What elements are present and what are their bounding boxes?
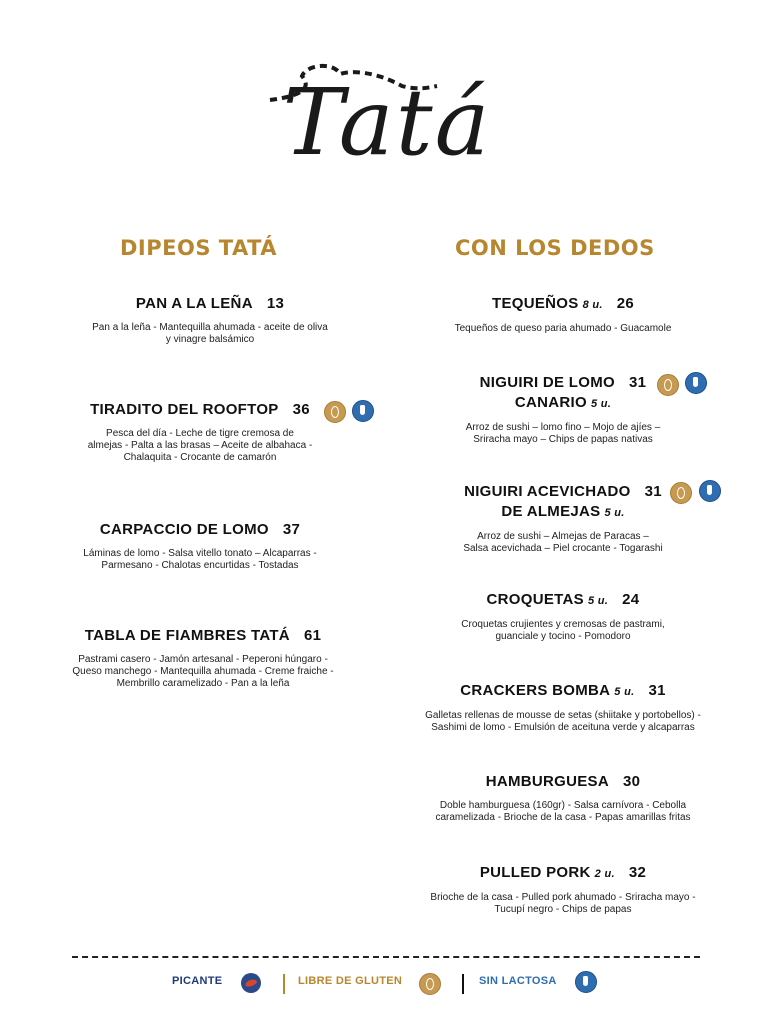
legend-separator [283, 974, 285, 994]
item-price: 32 [628, 864, 647, 881]
item-desc-line: Doble hamburguesa (160gr) - Salsa carnívora - Cebolla [439, 800, 687, 811]
item-qty: 5 u. [587, 595, 609, 607]
item-price: 24 [622, 591, 640, 608]
dashed-divider [72, 956, 700, 958]
item-name: TABLA DE FIAMBRES TATÁ [84, 627, 290, 644]
item-price: 61 [303, 627, 322, 644]
item-desc-line: guanciale y tocino - Pomodoro [495, 631, 631, 642]
item-desc-line: Pan a la leña - Mantequilla ahumada - aceite de oliva [92, 322, 328, 333]
menu-item [403, 681, 723, 734]
menu-item [50, 626, 356, 690]
item-name: PAN A LA LEÑA [135, 295, 253, 312]
item-desc-line: Pesca del día - Leche de tigre cremosa de [106, 428, 294, 439]
lactose-free-icon [352, 400, 374, 422]
item-desc-line: y vinagre balsámico [165, 334, 255, 345]
item-desc-line: Sashimi de lomo - Emulsión de aceituna verde y alcaparras [431, 722, 695, 733]
left-column-title: DIPEOS TATÁ [120, 236, 278, 260]
logo-text: Tatá [282, 69, 492, 176]
item-price: 31 [629, 374, 647, 391]
lactose-free-icon [699, 480, 721, 502]
item-qty: 8 u. [582, 299, 603, 311]
item-desc-line: Arroz de sushi – Almejas de Paracas – [477, 531, 649, 542]
gluten-free-icon [324, 401, 346, 423]
item-name: CROQUETAS [486, 591, 584, 608]
item-price: 36 [292, 401, 310, 418]
menu-item [408, 863, 718, 916]
item-qty: 5 u. [590, 398, 612, 410]
menu-item [60, 294, 360, 346]
item-desc-line: Tequeños de queso paria ahumado - Guacamole [454, 323, 672, 334]
item-price: 13 [266, 295, 285, 312]
tata-logo [262, 58, 512, 188]
item-desc-line: Arroz de sushi – lomo fino – Mojo de ajíes – [465, 422, 661, 433]
item-desc-line: Sriracha mayo – Chips de papas nativas [473, 434, 653, 445]
item-name: NIGUIRI DE LOMO [479, 374, 616, 391]
item-desc-line: Croquetas crujientes y cremosas de pastrami, [461, 619, 665, 630]
item-name: TIRADITO DEL ROOFTOP [90, 401, 279, 418]
gluten-free-icon [670, 482, 692, 504]
item-desc-line: Chalaquita - Crocante de camarón [123, 452, 277, 463]
lactose-free-icon [575, 971, 597, 993]
item-name: TEQUEÑOS [491, 295, 579, 312]
item-price: 37 [282, 521, 301, 538]
gluten-free-icon [657, 374, 679, 396]
item-name-line2: CANARIO [514, 394, 587, 411]
item-qty: 5 u. [614, 686, 635, 698]
item-price: 31 [648, 682, 666, 699]
item-desc-line: almejas - Palta a las brasas – Aceite de albahaca - [87, 440, 313, 451]
item-desc-line: Láminas de lomo - Salsa vitello tonato – Alcaparras - [83, 548, 317, 559]
item-name: CRACKERS BOMBA [460, 682, 611, 699]
item-price: 31 [644, 483, 662, 500]
right-column-title: CON LOS DEDOS [455, 236, 655, 260]
item-desc-line: Queso manchego - Mantequilla ahumada - Creme fraiche - [72, 666, 334, 677]
lactose-free-icon [685, 372, 707, 394]
menu-item [50, 520, 350, 572]
item-desc-line: caramelizada - Brioche de la casa - Papas amarillas fritas [435, 812, 691, 823]
item-desc-line: Membrillo caramelizado - Pan a la leña [116, 678, 290, 689]
gluten-free-icon [419, 973, 441, 995]
item-name: CARPACCIO DE LOMO [99, 521, 269, 538]
menu-item [408, 590, 718, 643]
item-name: HAMBURGUESA [485, 773, 609, 790]
item-price: 26 [616, 295, 635, 312]
item-desc-line: Tucupí negro - Chips de papas [494, 904, 632, 915]
chili-pepper-icon [241, 973, 261, 993]
item-desc-line: Pastrami casero - Jamón artesanal - Peperoni húngaro - [78, 654, 328, 665]
legend-separator [462, 974, 464, 994]
item-desc-line: Parmesano - Chalotas encurtidas - Tostadas [101, 560, 299, 571]
menu-item [50, 400, 350, 464]
item-name: PULLED PORK [479, 864, 591, 881]
legend-spicy-label: PICANTE [172, 975, 223, 987]
item-name: NIGUIRI ACEVICHADO [464, 483, 631, 500]
item-price: 30 [623, 773, 641, 790]
item-desc-line: Galletas rellenas de mousse de setas (shiitake y portobellos) - [425, 710, 701, 721]
menu-item [408, 294, 718, 335]
item-desc-line: Brioche de la casa - Pulled pork ahumado - Sriracha mayo - [430, 892, 696, 903]
item-qty: 2 u. [594, 868, 615, 880]
item-qty: 5 u. [604, 507, 625, 519]
legend-gluten-label: LIBRE DE GLUTEN [298, 975, 403, 987]
legend-lactose-label: SIN LACTOSA [479, 975, 557, 987]
menu-item [408, 772, 718, 824]
item-name-line2: DE ALMEJAS [501, 503, 601, 520]
item-desc-line: Salsa acevichada – Piel crocante - Togarashi [463, 543, 663, 554]
